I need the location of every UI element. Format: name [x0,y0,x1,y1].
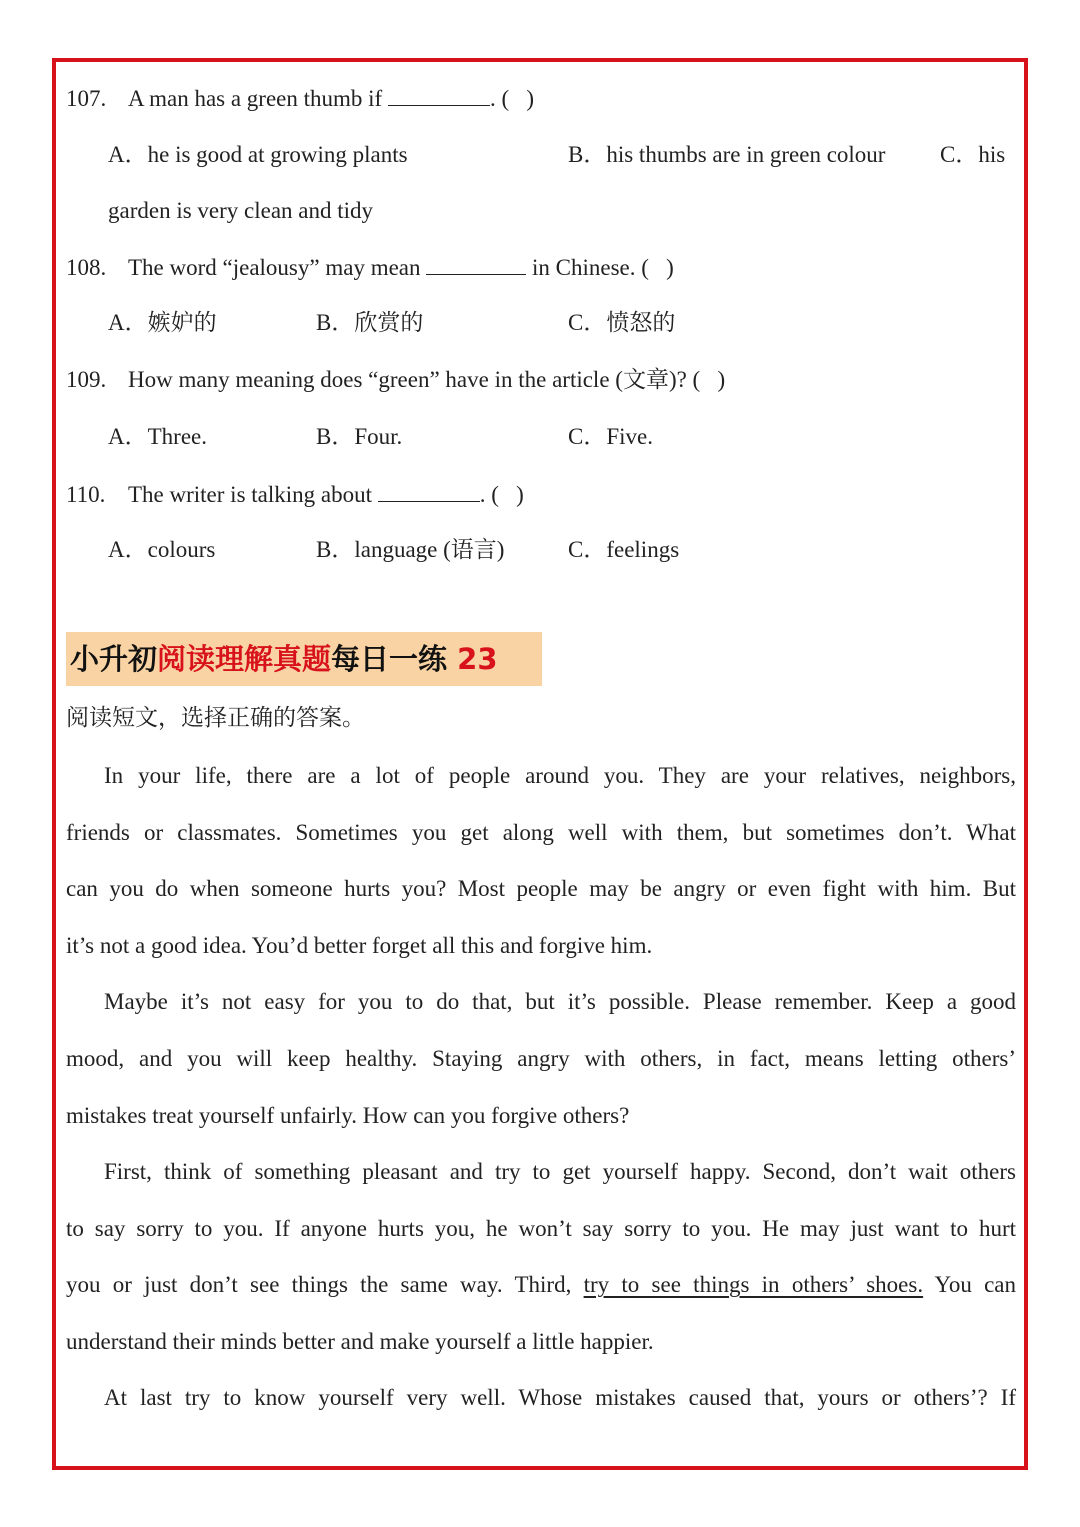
title-part-3: 每日一练 [331,642,448,676]
passage-text: you or just don’t see things the same way. Third, [66,1272,572,1297]
passage-line: mistakes treat yourself unfairly. How can you forgive others? [66,1103,630,1128]
option-b: B．language (语言) [316,537,505,562]
option-b: B．欣赏的 [316,310,424,335]
passage-line: First, think of something pleasant and try to get yourself happy. Second, don’t wait others [104,1159,1016,1184]
passage-line: mood, and you will keep healthy. Staying angry with others, in fact, means letting others’ [66,1046,1016,1071]
passage-line-with-underline [66,1270,1016,1300]
option-c: C．Five. [568,424,653,449]
answer-blank [388,83,490,106]
question-stem-end: in Chinese. ( ) [532,255,674,280]
section-instruction: 阅读短文，选择正确的答案。 [66,705,365,730]
option-b: B．his thumbs are in green colour [568,142,886,167]
title-part-2: 阅读理解真题 [157,642,332,676]
option-b: B．Four. [316,424,403,449]
option-c: C．愤怒的 [568,310,676,335]
page-frame [52,58,1028,1470]
passage-line: friends or classmates. Sometimes you get along well with them, but sometimes don’t. What [66,820,1016,845]
question-number: 110. [66,482,106,507]
passage-line: understand their minds better and make yourself a little happier. [66,1329,654,1354]
question-108 [66,252,1016,283]
passage-text: You can [934,1272,1016,1297]
option-a: A．嫉妒的 [108,310,217,335]
question-stem: A man has a green thumb if [128,86,383,111]
passage-line: can you do when someone hurts you? Most people may be angry or even fight with him. But [66,876,1016,901]
passage-line: to say sorry to you. If anyone hurts you, he won’t say sorry to you. He may just want to hurt [66,1216,1016,1241]
question-107 [66,83,1016,114]
question-109 [66,365,1016,395]
option-a: A．he is good at growing plants [108,142,408,167]
question-110 [66,479,1016,510]
option-a: A．colours [108,537,216,562]
passage-line: Maybe it’s not easy for you to do that, but it’s possible. Please remember. Keep a good [104,989,1016,1014]
title-number: 23 [457,642,498,676]
question-stem: The writer is talking about [128,482,372,507]
section-title-banner [66,632,542,686]
option-c-continued: garden is very clean and tidy [108,198,374,223]
passage-line: At last try to know yourself very well. Whose mistakes caused that, yours or others’? If [104,1385,1016,1410]
underlined-phrase: try to see things in others’ shoes. [583,1272,924,1297]
question-stem-end: . ( ) [489,86,535,111]
question-stem-end: . ( ) [479,482,524,507]
answer-blank [378,479,480,502]
answer-blank [426,252,526,275]
option-a: A．Three. [108,424,207,449]
question-number: 107. [66,86,107,111]
option-c: C．his [940,142,1006,167]
passage-line: In your life, there are a lot of people around you. They are your relatives, neighbors, [104,763,1016,788]
option-c: C．feelings [568,537,680,562]
question-number: 108. [66,255,107,280]
question-stem: The word “jealousy” may mean [128,255,421,280]
passage-line: it’s not a good idea. You’d better forget all this and forgive him. [66,933,653,958]
title-part-1: 小升初 [70,642,158,676]
question-stem: How many meaning does “green” have in the article (文章)? ( ) [128,367,726,392]
question-number: 109. [66,367,107,392]
